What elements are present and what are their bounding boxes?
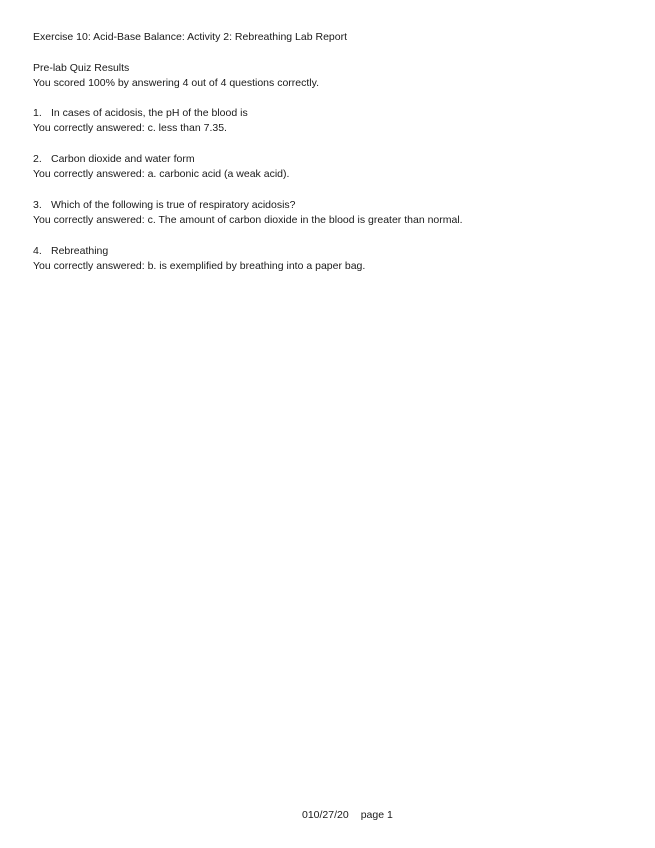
quiz-results-heading: Pre-lab Quiz Results (33, 62, 130, 74)
quiz-results-section (33, 61, 319, 91)
footer-date: 010/27/20 (302, 809, 349, 821)
question-text: In cases of acidosis, the pH of the blood is (51, 107, 248, 119)
question-text: Which of the following is true of respiratory acidosis? (51, 199, 296, 211)
answer-text: You correctly answered: c. less than 7.35. (33, 122, 227, 134)
question-text: Rebreathing (51, 245, 109, 257)
quiz-score-text: You scored 100% by answering 4 out of 4 questions correctly. (33, 77, 320, 89)
question-item (33, 106, 633, 136)
question-number: 3. (33, 199, 42, 211)
answer-text: You correctly answered: b. is exemplified by breathing into a paper bag. (33, 260, 366, 272)
question-item (33, 244, 633, 274)
question-item (33, 152, 633, 182)
question-text: Carbon dioxide and water form (51, 153, 195, 165)
page-footer (302, 808, 393, 823)
question-number: 4. (33, 245, 42, 257)
document-title: Exercise 10: Acid-Base Balance: Activity 2: Rebreathing Lab Report (33, 31, 348, 43)
question-list (33, 106, 633, 290)
question-number: 2. (33, 153, 42, 165)
question-item (33, 198, 633, 228)
answer-text: You correctly answered: c. The amount of carbon dioxide in the blood is greater than normal. (33, 214, 463, 226)
question-number: 1. (33, 107, 42, 119)
footer-page-number: page 1 (360, 809, 393, 821)
answer-text: You correctly answered: a. carbonic acid (a weak acid). (33, 168, 290, 180)
